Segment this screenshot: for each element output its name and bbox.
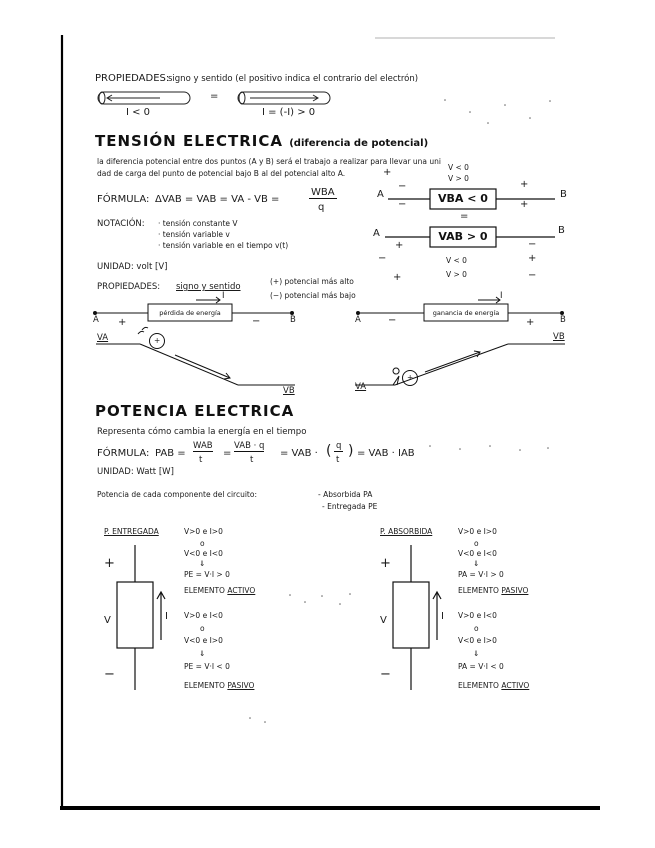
- tension-formula-den: q: [318, 202, 325, 213]
- tension-title: [95, 134, 428, 149]
- circ2-vb: VB: [553, 332, 565, 342]
- circ1-minus: −: [252, 316, 261, 327]
- potencia-f-t1: t: [199, 455, 203, 465]
- box1-left-sign: −: [398, 199, 407, 210]
- panel-right-line-4: ⇓: [473, 559, 480, 568]
- notacion-item-1: · tensión constante V: [158, 219, 238, 228]
- box2-label: VAB > 0: [438, 230, 488, 243]
- panel-left-plus: +: [104, 556, 115, 571]
- top-equals: =: [210, 91, 219, 102]
- tension-prop-low: (−) potencial más bajo: [270, 291, 356, 300]
- potencia-title: POTENCIA ELECTRICA: [95, 402, 295, 420]
- potencia-unidad: UNIDAD: Watt [W]: [97, 467, 174, 477]
- box1-label: VBA < 0: [438, 192, 488, 205]
- potencia-f-vabq: VAB · q: [234, 441, 265, 451]
- box2-extra-minus: −: [528, 270, 537, 281]
- scan-noise: [249, 99, 551, 723]
- circ1-i: I: [222, 291, 225, 301]
- box2-below-left: −: [378, 253, 387, 264]
- box2-cond2: V > 0: [446, 270, 467, 279]
- circ1-box-label: pérdida de energía: [159, 309, 221, 317]
- box2-left-sign: +: [395, 240, 404, 251]
- panel-right-i: I: [441, 611, 444, 622]
- panel-left-elem-prefix: ELEMENTO: [184, 586, 225, 595]
- tension-formula-label: FÓRMULA:: [97, 194, 150, 205]
- panel-right-v: V: [380, 615, 387, 626]
- panel-right-minus: −: [380, 667, 391, 682]
- potencia-f-paren-close: ): [348, 443, 354, 459]
- notacion-item-2: · tensión variable v: [158, 230, 230, 239]
- panel-right-line-2: o: [474, 539, 479, 548]
- circ2-b: B: [560, 315, 566, 325]
- box2-a: A: [373, 228, 380, 239]
- potencia-f-pab: PAB =: [155, 448, 186, 459]
- tension-formula-num: WBA: [311, 187, 335, 198]
- circ2-minus: −: [388, 315, 397, 326]
- panel-left-line-9: ⇓: [199, 649, 206, 658]
- panel-right-line-5: PA = V·I > 0: [458, 570, 504, 579]
- panel-right-line-9: ⇓: [473, 649, 480, 658]
- box1-above-right: +: [520, 179, 529, 190]
- panel-left-line-6: V>0 e I<0: [184, 611, 223, 620]
- potencia-f-paren-open: (: [326, 443, 332, 459]
- circ1-b: B: [290, 315, 296, 325]
- panel-right-elem: [458, 587, 528, 595]
- potencia-f-q: q: [336, 441, 342, 451]
- potencia-f-t3: t: [336, 455, 340, 465]
- power-panel-left-drawing: [117, 545, 165, 690]
- tension-formula-lhs: ΔVAB = VAB = VA - VB =: [155, 194, 280, 205]
- panel-left-v: V: [104, 615, 111, 626]
- potencia-comp-text: Potencia de cada componente del circuito:: [97, 490, 257, 499]
- notacion-label: NOTACIÓN:: [97, 219, 145, 229]
- panel-left-line-5: PE = V·I > 0: [184, 570, 230, 579]
- potencia-f-t2: t: [250, 455, 254, 465]
- box2-right-sign: −: [528, 239, 537, 250]
- panel-left-line-1: V>0 e I>0: [184, 527, 223, 536]
- box2-cond1: V < 0: [446, 256, 467, 265]
- panel-right-line-3: V<0 e I<0: [458, 549, 497, 558]
- box1-right-sign: +: [520, 199, 529, 210]
- panel-right-elem2: [458, 682, 529, 690]
- panel-right-plus: +: [380, 556, 391, 571]
- wire-left-sketch: [98, 92, 190, 104]
- panel-left-title: P. ENTREGADA: [104, 527, 159, 536]
- circ1-charge: +: [154, 336, 161, 345]
- panel-left-elem2-type: PASIVO: [227, 681, 255, 690]
- panel-left-elem-type: ACTIVO: [227, 586, 256, 595]
- panel-left-line-2: o: [200, 539, 205, 548]
- panel-left-line-3: V<0 e I<0: [184, 549, 223, 558]
- panel-left-line-10: PE = V·I < 0: [184, 662, 230, 671]
- tension-def-plus: +: [383, 167, 392, 178]
- panel-right-elem2-type: ACTIVO: [501, 681, 530, 690]
- wire-right-sketch: [238, 92, 330, 104]
- circ1-plus: +: [118, 317, 127, 328]
- panel-left-line-8: V<0 e I>0: [184, 636, 223, 645]
- box2-extra-plus: +: [393, 272, 402, 283]
- panel-left-elem2-prefix: ELEMENTO: [184, 681, 225, 690]
- circ2-plus: +: [526, 317, 535, 328]
- box1-a: A: [377, 189, 384, 200]
- potencia-f-eq1: =: [223, 448, 232, 459]
- power-panel-right-drawing: [393, 545, 441, 690]
- panel-right-line-7: o: [474, 624, 479, 633]
- circ1-a: A: [93, 315, 99, 325]
- potencia-entregada: - Entregada PE: [322, 502, 378, 511]
- top-propiedades-text: signo y sentido (el positivo indica el contrario del electrón): [168, 74, 419, 84]
- tension-prop-label: PROPIEDADES:: [97, 282, 161, 292]
- panel-right-line-1: V>0 e I>0: [458, 527, 497, 536]
- circ2-va: VA: [355, 382, 367, 392]
- tension-unidad: UNIDAD: volt [V]: [97, 262, 168, 272]
- circ1-va: VA: [97, 333, 109, 343]
- potencia-formula-label: FÓRMULA:: [97, 448, 150, 459]
- circ2-a: A: [355, 315, 361, 325]
- box-equals: =: [460, 211, 469, 222]
- box1-b: B: [560, 189, 567, 200]
- tension-title-text: TENSIÓN ELECTRICA: [95, 132, 283, 150]
- top-left-formula: I < 0: [126, 107, 151, 118]
- circ2-i: I: [500, 291, 503, 301]
- circ2-charge: +: [407, 373, 414, 382]
- panel-right-elem-prefix: ELEMENTO: [458, 586, 499, 595]
- tension-subtitle: (diferencia de potencial): [289, 138, 429, 149]
- box2-b: B: [558, 225, 565, 236]
- potencia-desc: Representa cómo cambia la energía en el tiempo: [97, 427, 307, 437]
- panel-left-minus: −: [104, 667, 115, 682]
- panel-left-line-4: ⇓: [199, 559, 206, 568]
- tension-def-line2: dad de carga del punto de potencial bajo B al del potencial alto A.: [97, 169, 346, 178]
- box1-above-left: −: [398, 181, 407, 192]
- top-right-formula: I = (-I) > 0: [262, 107, 316, 118]
- panel-right-line-6: V>0 e I<0: [458, 611, 497, 620]
- panel-right-title: P. ABSORBIDA: [380, 527, 433, 536]
- tension-prop-text: signo y sentido: [176, 282, 241, 292]
- potencia-absorbida: - Absorbida PA: [318, 490, 373, 499]
- page-bottom-bar: [60, 806, 600, 810]
- panel-left-line-7: o: [200, 624, 205, 633]
- panel-left-elem: [184, 587, 255, 595]
- panel-right-elem-type: PASIVO: [501, 586, 529, 595]
- potencia-f-mid: = VAB ·: [280, 448, 318, 459]
- panel-right-line-10: PA = V·I < 0: [458, 662, 504, 671]
- box1-cond1: V < 0: [448, 163, 469, 172]
- box2-below-right: +: [528, 253, 537, 264]
- potencia-f-wab: WAB: [193, 441, 213, 451]
- notacion-item-3: · tensión variable en el tiempo v(t): [158, 241, 289, 250]
- panel-right-line-8: V<0 e I>0: [458, 636, 497, 645]
- panel-right-elem2-prefix: ELEMENTO: [458, 681, 499, 690]
- potencia-f-end: = VAB · IAB: [357, 448, 415, 459]
- panel-left-elem2: [184, 682, 254, 690]
- tension-def-line1: la diferencia potencial entre dos puntos (A y B) será el trabajo a realizar para llevar una uni: [97, 157, 441, 166]
- top-propiedades-label: PROPIEDADES:: [95, 73, 170, 84]
- circ2-box-label: ganancia de energía: [432, 309, 500, 317]
- tension-prop-high: (+) potencial más alto: [270, 277, 354, 286]
- circ1-vb: VB: [283, 386, 295, 396]
- panel-left-i: I: [165, 611, 168, 622]
- box1-cond2: V > 0: [448, 174, 469, 183]
